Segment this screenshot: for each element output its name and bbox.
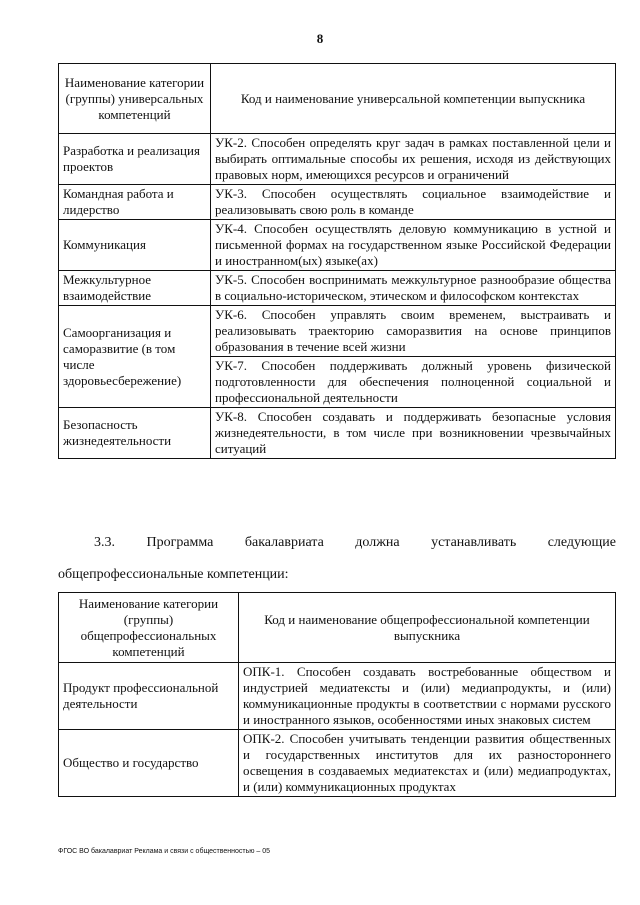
universal-competencies-table <box>58 63 616 459</box>
table-row <box>59 220 616 271</box>
competency-cell: ОПК-2. Способен учитывать тенденции развития общественных и государственных институтов для их разностороннего освещения в создаваемых медиатекстах и (или) медиапродуктах, и (или) коммуникационных продуктах <box>239 730 616 797</box>
section-paragraph-continuation: общепрофессиональные компетенции: <box>58 567 289 582</box>
category-cell: Самоорганизация и саморазвитие (в том числе здоровьесбережение) <box>59 306 211 408</box>
competency-cell: УК-7. Способен поддерживать должный уровень физической подготовленности для обеспечения полноценной социальной и профессиональной деятельности <box>211 357 616 408</box>
table-row <box>59 134 616 185</box>
section-paragraph: 3.3. Программа бакалавриата должна устанавливать следующие <box>94 535 616 550</box>
header-code: Код и наименование универсальной компетенции выпускника <box>211 64 616 134</box>
table-row <box>59 185 616 220</box>
competency-cell: УК-2. Способен определять круг задач в рамках поставленной цели и выбирать оптимальные способы их решения, исходя из действующих правовых норм, имеющихся ресурсов и ограничений <box>211 134 616 185</box>
category-cell: Коммуникация <box>59 220 211 271</box>
table-header-row <box>59 64 616 134</box>
header-category: Наименование категории (группы) общепрофессиональных компетенций <box>59 593 239 663</box>
table-row <box>59 730 616 797</box>
table-row <box>59 663 616 730</box>
page-number: 8 <box>316 31 324 46</box>
competency-cell: УК-6. Способен управлять своим временем, выстраивать и реализовывать траекторию саморазвития на основе принципов образования в течение всей жизни <box>211 306 616 357</box>
competency-cell: УК-4. Способен осуществлять деловую коммуникацию в устной и письменной формах на государственном языке Российской Федерации и иностранном(ых) языке(ах) <box>211 220 616 271</box>
table-row <box>59 408 616 459</box>
header-code: Код и наименование общепрофессиональной компетенции выпускника <box>239 593 616 663</box>
competency-cell: УК-3. Способен осуществлять социальное взаимодействие и реализовывать свою роль в команде <box>211 185 616 220</box>
header-category: Наименование категории (группы) универсальных компетенций <box>59 64 211 134</box>
category-cell: Разработка и реализация проектов <box>59 134 211 185</box>
table-row <box>59 271 616 306</box>
category-cell: Продукт профессиональной деятельности <box>59 663 239 730</box>
category-cell: Межкультурное взаимодействие <box>59 271 211 306</box>
category-cell: Безопасность жизнедеятельности <box>59 408 211 459</box>
footer-text: ФГОС ВО бакалавриат Реклама и связи с общественностью – 05 <box>58 848 271 855</box>
category-cell: Общество и государство <box>59 730 239 797</box>
competency-cell: ОПК-1. Способен создавать востребованные обществом и индустрией медиатексты и (или) медиапродукты, и (или) коммуникационные продукты в соответствии с нормами русского и иностранного языков, особенностями иных знаковых систем <box>239 663 616 730</box>
category-cell: Командная работа и лидерство <box>59 185 211 220</box>
competency-cell: УК-5. Способен воспринимать межкультурное разнообразие общества в социально-историческом, этическом и философском контекстах <box>211 271 616 306</box>
competency-cell: УК-8. Способен создавать и поддерживать безопасные условия жизнедеятельности, в том числе при возникновении чрезвычайных ситуаций <box>211 408 616 459</box>
table-header-row <box>59 593 616 663</box>
general-professional-competencies-table <box>58 592 616 797</box>
table-row <box>59 306 616 357</box>
